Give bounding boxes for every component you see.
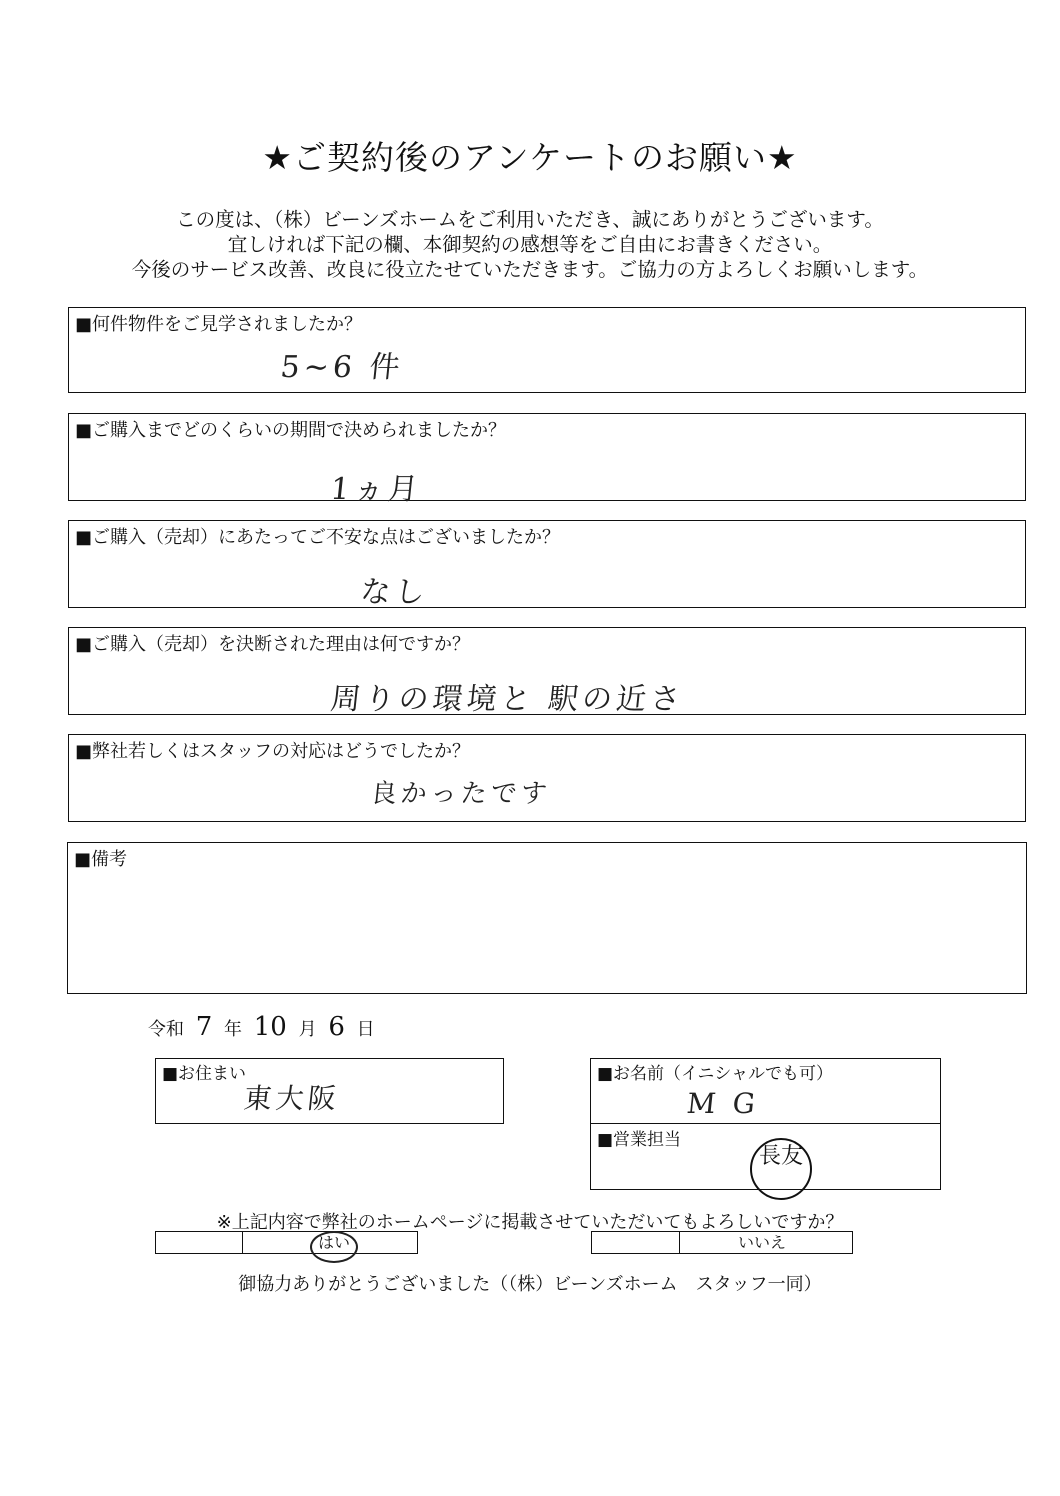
question-box-notes: [67, 842, 1027, 994]
consent-yes-row[interactable]: [155, 1231, 418, 1254]
intro-line-3: 今後のサービス改善、改良に役立たせていただきます。ご協力の方よろしくお願いします。: [131, 258, 929, 281]
name-label: ■お名前（イニシャルでも可）: [597, 1064, 834, 1084]
blank-cell: [156, 1232, 243, 1253]
date-year[interactable]: 7: [195, 1012, 213, 1042]
question-box-concerns: [68, 520, 1026, 608]
answer-text[interactable]: 1ヵ月: [328, 472, 424, 507]
question-box-staff: [68, 734, 1026, 822]
answer-text[interactable]: 周りの環境と 駅の近さ: [328, 682, 687, 717]
question-box-period: [68, 413, 1026, 507]
date-month-unit: 月: [298, 1019, 317, 1040]
intro-line-1: この度は、（株）ビーンズホームをご利用いただき、誠にありがとうございます。: [176, 208, 884, 231]
question-label: ■ご購入までどのくらいの期間で決められましたか？: [75, 420, 507, 441]
intro-line-2: 宜しければ下記の欄、本御契約の感想等をご自由にお書きください。: [227, 233, 833, 256]
question-box-reason: [68, 627, 1026, 715]
question-label: ■ご購入（売却）を決断された理由は何ですか？: [75, 634, 471, 655]
address-label: ■お住まい: [162, 1064, 247, 1084]
answer-text[interactable]: なし: [358, 575, 431, 610]
page-title: ★ご契約後のアンケートのお願い★: [262, 138, 798, 177]
address-value[interactable]: 東大阪: [242, 1082, 342, 1115]
question-label: ■弊社若しくはスタッフの対応はどうでしたか？: [75, 741, 471, 762]
consent-no-label[interactable]: いいえ: [738, 1233, 787, 1252]
date-line: [148, 1012, 375, 1042]
date-day-unit: 日: [356, 1019, 375, 1040]
sales-seal-stamp: [750, 1138, 812, 1200]
consent-no-row[interactable]: [591, 1231, 853, 1254]
date-year-unit: 年: [224, 1019, 243, 1040]
blank-cell: [592, 1232, 680, 1253]
question-box-viewings: [68, 307, 1026, 393]
selected-circle-mark: [310, 1231, 358, 1263]
date-month[interactable]: 10: [253, 1012, 287, 1042]
sales-seal-text: 長友: [758, 1144, 803, 1169]
date-day[interactable]: 6: [328, 1012, 345, 1042]
sales-label: ■営業担当: [597, 1130, 682, 1150]
name-value[interactable]: M G: [685, 1087, 761, 1120]
thanks-footer: 御協力ありがとうございました（（株）ビーンズホーム スタッフ一同）: [238, 1274, 822, 1295]
consent-yes-label[interactable]: はい: [318, 1233, 351, 1252]
divider: [591, 1123, 940, 1124]
consent-question: ※上記内容で弊社のホームページに掲載させていただいてもよろしいですか？: [216, 1212, 844, 1233]
answer-text[interactable]: 5~6 件: [278, 350, 406, 385]
question-label: ■何件物件をご見学されましたか？: [75, 314, 363, 335]
answer-text[interactable]: 良かったです: [369, 779, 553, 809]
question-label: ■備考: [74, 849, 128, 870]
question-label: ■ご購入（売却）にあたってご不安な点はございましたか？: [75, 527, 561, 548]
address-box: [155, 1058, 504, 1124]
date-era: 令和: [148, 1019, 184, 1040]
